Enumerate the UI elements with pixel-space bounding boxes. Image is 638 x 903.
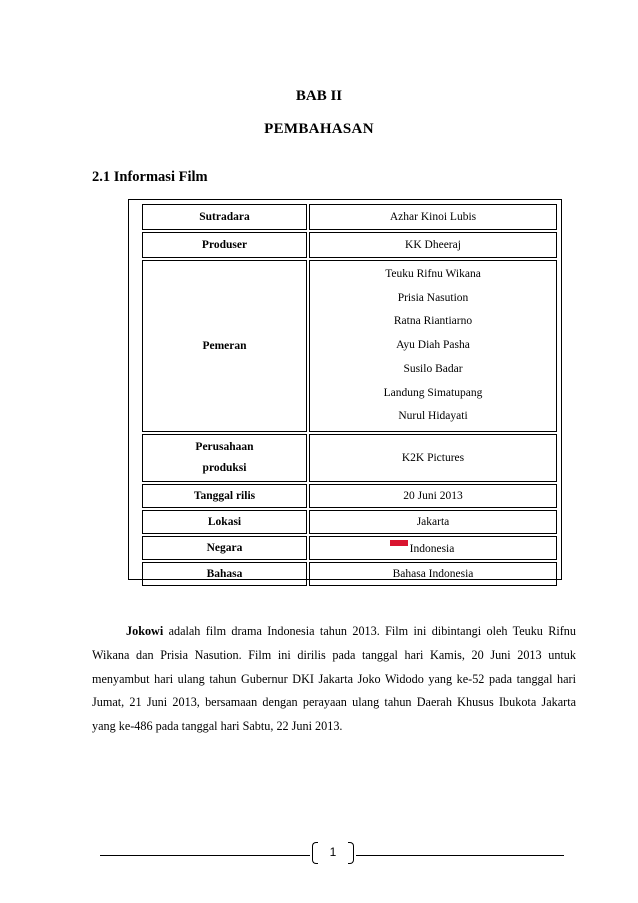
table-row — [142, 260, 557, 432]
chapter-heading: BAB II — [295, 88, 343, 104]
cast-member: Prisia Nasution — [397, 291, 469, 304]
footer-rule-left — [100, 855, 310, 856]
table-row — [142, 536, 557, 560]
perusahaan-value: K2K Pictures — [309, 434, 557, 482]
table-row — [142, 484, 557, 508]
tanggal-value: 20 Juni 2013 — [309, 484, 557, 508]
cast-member: Landung Simatupang — [383, 386, 483, 399]
negara-cell — [309, 536, 557, 560]
film-description-paragraph — [92, 620, 576, 739]
perusahaan-label — [142, 434, 307, 482]
produser-label: Produser — [142, 232, 307, 258]
section-heading: 2.1 Informasi Film — [92, 169, 208, 185]
pemeran-values — [309, 260, 557, 432]
negara-value: Indonesia — [409, 543, 455, 556]
pemeran-label: Pemeran — [142, 260, 307, 432]
film-info-table — [140, 202, 559, 588]
sutradara-value: Azhar Kinoi Lubis — [309, 204, 557, 230]
film-info-table-frame — [128, 199, 562, 580]
sutradara-label: Sutradara — [142, 204, 307, 230]
cast-member: Nurul Hidayati — [398, 410, 468, 423]
produser-value: KK Dheeraj — [309, 232, 557, 258]
table-row — [142, 510, 557, 534]
page-number: 1 — [329, 845, 337, 859]
bahasa-value: Bahasa Indonesia — [309, 562, 557, 586]
tanggal-label: Tanggal rilis — [142, 484, 307, 508]
indonesia-flag-icon — [390, 540, 408, 546]
table-row — [142, 204, 557, 230]
perusahaan-label-line2: produksi — [202, 461, 247, 474]
footer-brace-right — [348, 842, 354, 864]
chapter-title: PEMBAHASAN — [264, 121, 374, 137]
film-title-lead: Jokowi — [126, 624, 164, 638]
bahasa-label: Bahasa — [142, 562, 307, 586]
lokasi-value: Jakarta — [309, 510, 557, 534]
cast-member: Susilo Badar — [403, 362, 463, 375]
cast-member: Teuku Rifnu Wikana — [385, 268, 481, 280]
cast-member: Ayu Diah Pasha — [396, 339, 470, 352]
negara-label: Negara — [142, 536, 307, 560]
cast-member: Ratna Riantiarno — [393, 315, 473, 328]
table-row — [142, 562, 557, 586]
film-description-body: adalah film drama Indonesia tahun 2013. Film ini dibintangi oleh Teuku Rifnu Wikana dan Prisia Nasution. Film ini dirilis pada tanggal hari Kamis, 20 Juni 2013 untuk menyambut hari ulang tahun Gubernur DKI Jakarta Joko Widodo yang ke-52 pada tanggal hari Jumat, 21 Juni 2013, bersamaan dengan perayaan ulang tahun Daerah Khusus Ibukota Jakarta yang ke-486 pada tanggal hari Sabtu, 22 Juni 2013. — [92, 624, 576, 734]
perusahaan-label-line1: Perusahaan — [195, 440, 254, 453]
table-row — [142, 232, 557, 258]
table-row — [142, 434, 557, 482]
lokasi-label: Lokasi — [142, 510, 307, 534]
footer-rule-right — [356, 855, 564, 856]
